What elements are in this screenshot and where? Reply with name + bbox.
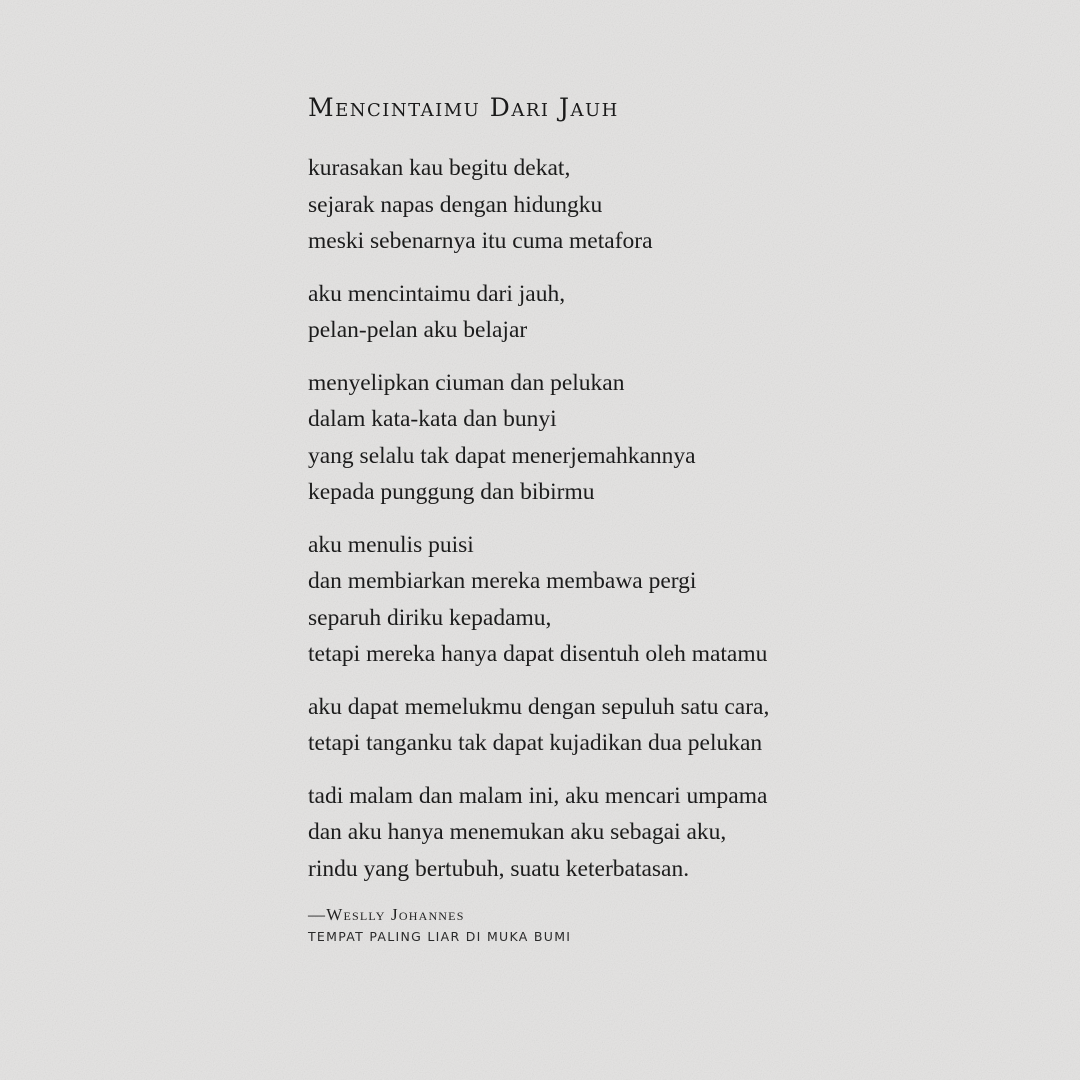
poem-line: separuh diriku kepadamu, — [308, 604, 552, 631]
poem-body — [308, 150, 868, 887]
book-title: TEMPAT PALING LIAR DI MUKA BUMI — [308, 929, 572, 944]
poem-line: menyelipkan ciuman dan pelukan — [308, 369, 625, 396]
poem-line: meski sebenarnya itu cuma metafora — [308, 228, 653, 254]
stanza — [308, 689, 868, 762]
stanza — [308, 365, 868, 511]
poem-line: aku menulis puisi — [308, 531, 474, 558]
poem-line: kurasakan kau begitu dekat, — [308, 155, 571, 181]
poem-line: kepada punggung dan bibirmu — [308, 479, 595, 505]
poem-line: dalam kata-kata dan bunyi — [308, 406, 557, 432]
stanza — [308, 527, 868, 673]
poem-line: dan aku hanya menemukan aku sebagai aku, — [308, 819, 727, 845]
poem-line: dan membiarkan mereka membawa pergi — [308, 568, 697, 594]
poem-line: tetapi mereka hanya dapat disentuh oleh matamu — [308, 641, 768, 667]
stanza — [308, 150, 868, 260]
poem-line: aku dapat memelukmu dengan sepuluh satu cara, — [308, 693, 770, 720]
poem-line: pelan-pelan aku belajar — [308, 317, 528, 343]
credits — [308, 903, 868, 947]
poem-line: rindu yang bertubuh, suatu keterbatasan. — [308, 855, 690, 882]
poem-line: tadi malam dan malam ini, aku mencari umpama — [308, 782, 768, 809]
stanza — [308, 778, 868, 888]
stanza — [308, 276, 868, 349]
poem-line: aku mencintaimu dari jauh, — [308, 280, 566, 307]
poem-line: sejarak napas dengan hidungku — [308, 191, 603, 218]
author-name: —Weslly Johannes — [308, 905, 465, 924]
poem-line: yang selalu tak dapat menerjemahkannya — [308, 442, 696, 469]
poem — [308, 88, 868, 947]
poem-line: tetapi tanganku tak dapat kujadikan dua pelukan — [308, 730, 763, 756]
poem-title: Mencintaimu Dari Jauh — [308, 93, 619, 122]
